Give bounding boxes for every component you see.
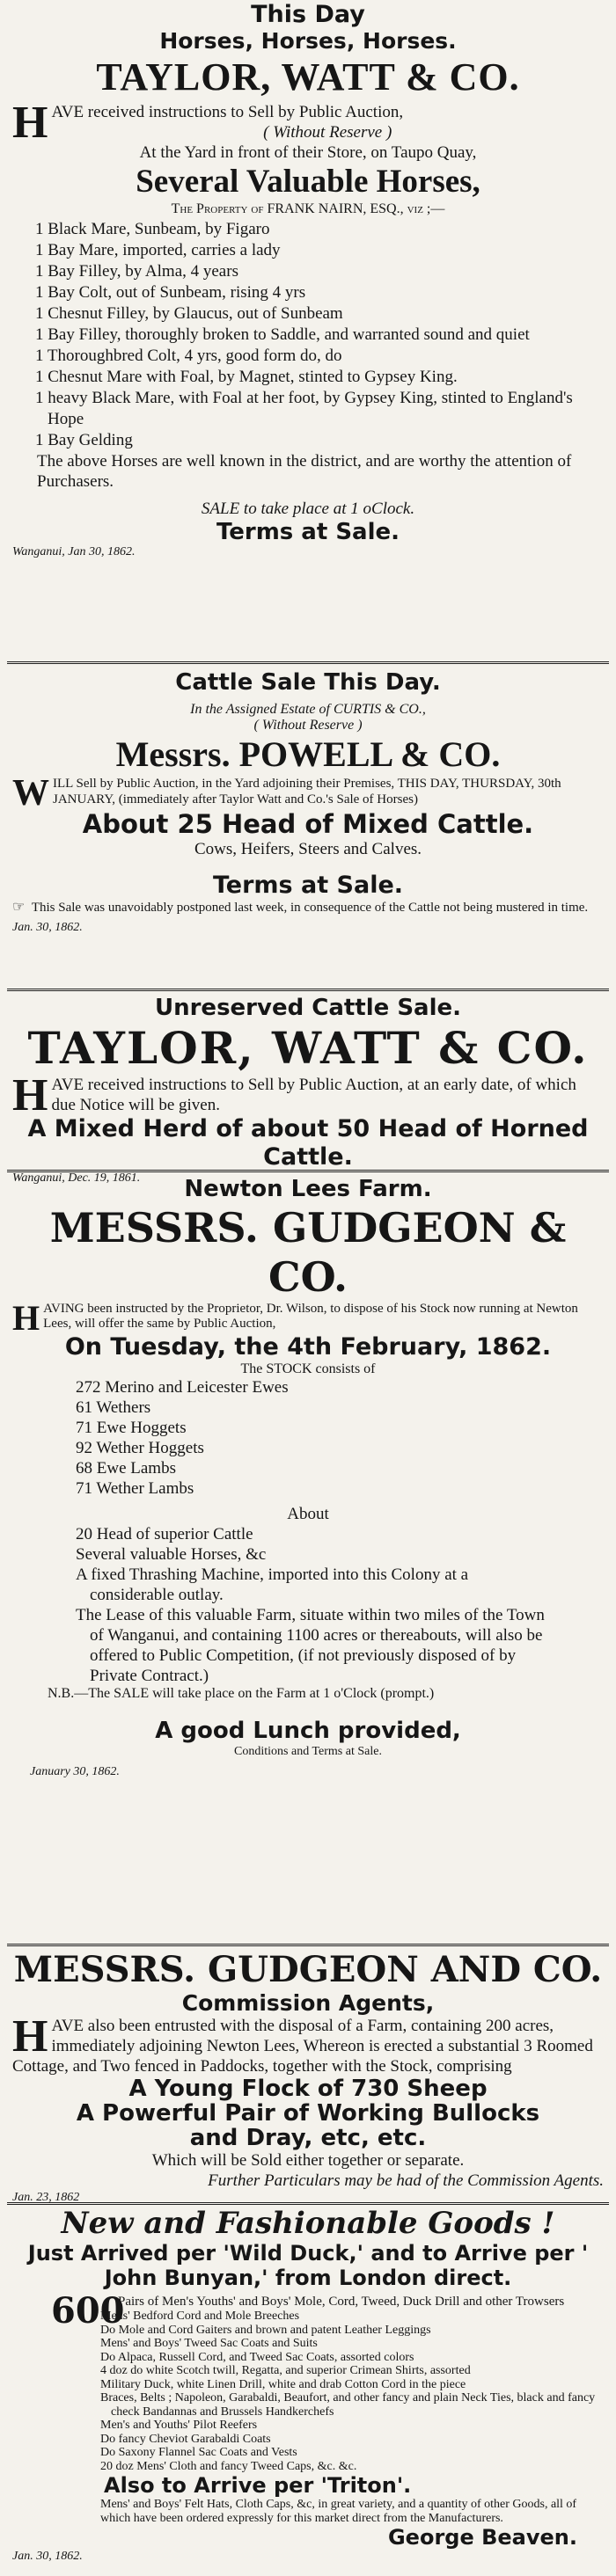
headline: About 25 Head of Mixed Cattle. [82,809,534,839]
ad-kicker: Cattle Sale This Day. [175,669,441,696]
stock-item: 71 Ewe Hoggets [76,1419,187,1437]
intro-text: ILL Sell by Public Auction, in the Yard adjoining their Premises, THIS DAY, THURSDAY, 30th JANUARY, (immediately after Taylor Watt and Co.'s Sale of Horses) [53,777,561,806]
firm-name: MESSRS. GUDGEON & CO. [49,1204,567,1301]
goods-item: Military Duck, white Linen Drill, white and drab Cotton Cord in the piece [100,2377,466,2391]
lot-item: 1 Bay Mare, imported, carries a lady [35,241,281,259]
lot-item: 1 Thoroughbred Colt, 4 yrs, good form do, do [35,347,342,365]
dray-headline: and Dray, etc, etc. [189,2125,427,2151]
headline: A Mixed Herd of about 50 Head of Horned Cattle. [27,1115,589,1171]
dateline: Wanganui, Jan 30, 1862. [12,545,136,558]
firm-role: Commission Agents, [181,1990,435,2016]
drop-cap: H [12,1298,40,1338]
cattle-types: Cows, Heifers, Steers and Calves. [194,840,422,858]
estate-line: In the Assigned Estate of CURTIS & CO., [190,702,426,717]
stock-list [12,1377,604,1499]
ad-kicker: Unreserved Cattle Sale. [154,995,462,1021]
sale-date-headline: On Tuesday, the 4th February, 1862. [64,1333,552,1361]
goods-item: Mens' and Boys' Tweed Sac Coats and Suits [100,2337,318,2350]
stock-item: 61 Wethers [76,1398,151,1417]
intro-text: AVE received instructions to Sell by Public Auction, [51,103,404,121]
about-label: About [287,1505,329,1523]
lot-item: 1 Bay Colt, out of Sunbeam, rising 4 yrs [35,283,306,302]
reserve-note: ( Without Reserve ) [253,718,363,733]
conditions: Conditions and Terms at Sale. [234,1745,382,1758]
goods-item: Do Saxony Flannel Sac Coats and Vests [100,2446,297,2459]
dateline: January 30, 1862. [30,1765,120,1778]
unreserved-cattle-ad [12,994,604,1186]
commission-agents-ad [12,1949,604,2205]
goods-item: 20 doz Mens' Cloth and fancy Tweed Caps, &c. &c. [100,2459,357,2473]
firm-name: MESSRS. GUDGEON AND CO. [13,1949,603,1990]
drop-cap: W [12,773,49,814]
headline: Several Valuable Horses, [136,164,480,200]
further-particulars: Further Particulars may be had of the Commission Agents. [208,2171,604,2190]
stock-item: 272 Merino and Leicester Ewes [76,1378,289,1397]
extra-item: Several valuable Horses, &c [76,1545,267,1564]
ad-kicker: This Day [251,1,365,28]
nb-note: N.B.—The SALE will take place on the Farm at 1 o'Clock (prompt.) [48,1686,435,1701]
drop-cap: H [12,2011,48,2062]
lot-item: 1 Black Mare, Sunbeam, by Figaro [35,220,270,238]
goods-item: Do fancy Cheviot Garabaldi Coats [100,2432,271,2446]
intro-text: AVE also been entrusted with the disposal of a Farm, containing 200 acres, immediately adjoining Newton Lees, Whereon is erected a substantial 3 Roomed Cottage, and Two fenced in Paddocks, together with the Stock, comprising [12,2017,593,2076]
stock-item: 68 Ewe Lambs [76,1459,176,1478]
intro-text: AVING been instructed by the Proprietor, Dr. Wilson, to dispose of his Stock now running at Newton Lees, will offer the same by Public Auction, [43,1302,578,1331]
goods-item: Braces, Belts ; Napoleon, Garabaldi, Beaufort, and other fancy and plain Neck Ties, black and fancy check Bandannas and Brussels Handkerchefs [100,2391,596,2419]
firm-name: TAYLOR, WATT & CO. [27,1022,589,1074]
quantity-600: 600 [51,2290,125,2332]
triton-headline: Also to Arrive per 'Triton'. [104,2473,412,2498]
horses-auction-ad [12,2,604,559]
pointing-hand-icon: ☞ [12,900,26,915]
dateline: Wanganui, Dec. 19, 1861. [12,1171,141,1185]
extras-list [12,1524,604,1605]
lot-item: 1 Bay Filley, thoroughly broken to Saddle, and warranted sound and quiet [35,325,530,344]
arrival-headline: Just Arrived per 'Wild Duck,' and to Arrive per ' John Bunyan,' from London direct. [27,2241,589,2290]
lot-item: 1 Bay Gelding [35,431,133,449]
extra-item: A fixed Thrashing Machine, imported into this Colony at a considerable outlay. [76,1565,469,1604]
goods-list [12,2310,604,2473]
terms: Terms at Sale. [212,872,404,899]
goods-item: Do Alpaca, Russell Cord, and Tweed Sac Coats, assorted colors [100,2350,414,2364]
divider [7,1170,609,1172]
lot-item: 1 Chesnut Filley, by Glaucus, out of Sunbeam [35,304,343,323]
dateline: Jan. 30, 1862. [12,921,83,934]
dateline: Jan. 23, 1862 [12,2191,80,2204]
hats-text: Mens' and Boys' Felt Hats, Cloth Caps, &c, in great variety, and a quantity of other Goods, all of which have been ordered expressly for this market direct from the Manufacturers. [100,2498,577,2525]
goods-item: Do Mole and Cord Gaiters and brown and patent Leather Leggings [100,2323,431,2337]
firm-name: TAYLOR, WATT & CO. [96,55,520,99]
ad-kicker: Newton Lees Farm. [184,1176,432,1202]
lot-item: 1 Chesnut Mare with Foal, by Magnet, stinted to Gypsey King. [35,368,458,386]
terms: Terms at Sale. [216,519,400,545]
extra-item: 20 Head of superior Cattle [76,1525,253,1543]
horses-note: The above Horses are well known in the district, and are worthy the attention of Purchasers. [37,452,572,491]
goods-item: Men's and Youths' Pilot Reefers [100,2419,258,2432]
drop-cap: H [12,98,48,148]
bullocks-headline: A Powerful Pair of Working Bullocks [76,2100,540,2127]
firm-name: Messrs. POWELL & CO. [115,734,501,774]
horse-lots [12,219,604,451]
ad-subkicker: Horses, Horses, Horses. [159,28,457,54]
trowsers-lead: Pairs of Men's Youths' and Boys' Mole, Cord, Tweed, Duck Drill and other Trowsers [118,2295,565,2309]
fashionable-goods-ad [12,2206,604,2564]
divider [7,661,609,664]
stock-intro: The STOCK consists of [240,1361,376,1376]
sale-terms: Which will be Sold either together or separate. [151,2151,465,2170]
reserve-note: ( Without Reserve ) [263,123,392,142]
sale-time: SALE to take place at 1 oClock. [201,500,415,518]
postponed-notice: This Sale was unavoidably postponed last week, in consequence of the Cattle not being mustered in time. [31,901,589,915]
lot-item: 1 heavy Black Mare, with Foal at her foot, by Gypsey King, stinted to England's Hope [35,389,573,428]
cattle-sale-ad [12,668,604,935]
divider [7,1944,609,1946]
divider [7,989,609,991]
lunch-headline: A good Lunch provided, [155,1718,461,1744]
sale-location: At the Yard in front of their Store, on Taupo Quay, [139,143,477,162]
dateline: Jan. 30, 1862. [12,2550,83,2563]
lot-item: 1 Bay Filley, by Alma, 4 years [35,262,238,281]
property-owner: The Property of FRANK NAIRN, ESQ., viz ;— [171,201,445,216]
drop-cap: H [12,1070,48,1120]
goods-item: 4 doz do white Scotch twill, Regatta, and superior Crimean Shirts, assorted [100,2364,471,2377]
signature: George Beaven. [387,2525,577,2550]
stock-item: 92 Wether Hoggets [76,1439,204,1457]
stock-item: 71 Wether Lambs [76,1479,194,1498]
divider [7,2202,609,2205]
intro-text: AVE received instructions to Sell by Public Auction, at an early date, of which due Notice will be given. [51,1076,576,1114]
newton-lees-farm-ad [12,1175,604,1779]
goods-item: Mens' Bedford Cord and Mole Breeches [100,2310,300,2323]
flock-headline: A Young Flock of 730 Sheep [128,2076,488,2102]
lease-text: The Lease of this valuable Farm, situate within two miles of the Town of Wanganui, and containing 1100 acres or thereabouts, will also be offered to Public Competition, (if not previously disposed of by Private Contract.) [76,1606,545,1685]
ad-kicker: New and Fashionable Goods ! [61,2206,555,2241]
